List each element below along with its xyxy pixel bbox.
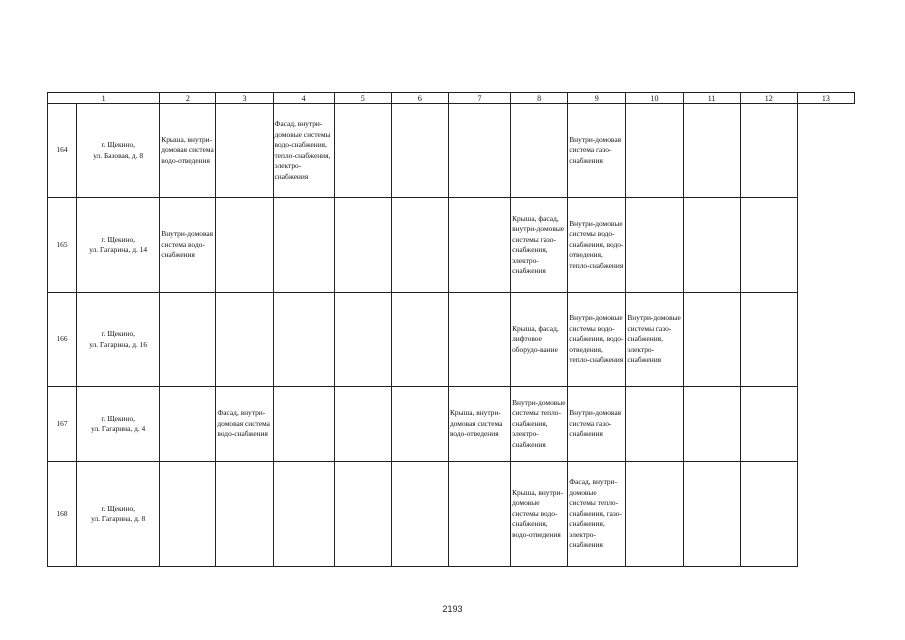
cell-col-12 — [683, 462, 740, 567]
cell-col-12 — [683, 387, 740, 462]
address-city: г. Щекино, — [101, 329, 135, 338]
cell-col-11 — [626, 198, 683, 293]
cell-col-7 — [391, 198, 448, 293]
cell-col-10: Внутри-домовая система газо-снабжения — [568, 104, 626, 198]
cell-col-9: Внутри-домовые системы тепло-снабжения, электро-снабжения — [511, 387, 568, 462]
address-city: г. Щекино, — [101, 413, 135, 423]
cell-col-11: Внутри-домовые системы газо-снабжения, электро-снабжения — [626, 293, 683, 387]
column-header: 8 — [511, 93, 568, 104]
cell-col-4 — [216, 104, 273, 198]
cell-col-7 — [391, 104, 448, 198]
column-header: 7 — [448, 93, 510, 104]
column-header: 12 — [740, 93, 797, 104]
cell-col-13 — [740, 387, 797, 462]
cell-col-11 — [626, 104, 683, 198]
cell-col-5 — [273, 462, 334, 567]
column-header: 13 — [797, 93, 854, 104]
address-city: г. Щекино, — [101, 503, 135, 513]
address-street: ул. Гагарина, д. 4 — [91, 424, 146, 433]
cell-col-9 — [511, 104, 568, 198]
cell-col-3: Крыша, внутри-домовая система водо-отведения — [160, 104, 216, 198]
cell-col-6 — [334, 104, 391, 198]
cell-col-5 — [273, 387, 334, 462]
cell-col-13 — [740, 198, 797, 293]
cell-col-3 — [160, 462, 216, 567]
cell-col-6 — [334, 387, 391, 462]
cell-col-6 — [334, 293, 391, 387]
cell-col-12 — [683, 198, 740, 293]
cell-col-11 — [626, 387, 683, 462]
cell-col-8 — [448, 198, 510, 293]
row-number: 164 — [48, 104, 77, 198]
address-cell — [77, 462, 160, 567]
cell-col-3 — [160, 387, 216, 462]
address-cell — [77, 293, 160, 387]
table-row — [48, 293, 855, 387]
cell-col-13 — [740, 104, 797, 198]
column-header: 6 — [391, 93, 448, 104]
cell-col-9: Крыша, внутри-домовые системы водо-снабжения, водо-отведения — [511, 462, 568, 567]
cell-col-6 — [334, 462, 391, 567]
cell-col-8 — [448, 104, 510, 198]
column-header: 5 — [334, 93, 391, 104]
header-row — [48, 93, 855, 104]
cell-col-5 — [273, 198, 334, 293]
address-city: г. Щекино, — [101, 234, 135, 244]
cell-col-10: Фасад, внутри-домовые системы тепло-снабжения, газо-снабжения, электро-снабжения — [568, 462, 626, 567]
table-row — [48, 462, 855, 567]
cell-col-11 — [626, 462, 683, 567]
column-header: 3 — [216, 93, 273, 104]
cell-col-10: Внутри-домовые системы водо-снабжения, водо-отведения, тепло-снабжения — [568, 198, 626, 293]
column-header: 4 — [273, 93, 334, 104]
cell-col-8 — [448, 293, 510, 387]
cell-col-4 — [216, 462, 273, 567]
cell-col-13 — [740, 293, 797, 387]
table-row — [48, 387, 855, 462]
column-header: 1 — [48, 93, 160, 104]
address-street: ул. Гагарина, д. 16 — [89, 339, 148, 349]
cell-col-7 — [391, 387, 448, 462]
row-number: 166 — [48, 293, 77, 387]
address-cell — [77, 387, 160, 462]
address-cell — [77, 104, 160, 198]
column-header: 11 — [683, 93, 740, 104]
table-row — [48, 104, 855, 198]
cell-col-9: Крыша, фасад, внутри-домовые системы газо-снабжения, электро-снабжения — [511, 198, 568, 293]
row-number: 167 — [48, 387, 77, 462]
row-number: 168 — [48, 462, 77, 567]
cell-col-9: Крыша, фасад, лифтовое оборудо-вание — [511, 293, 568, 387]
column-header: 10 — [626, 93, 683, 104]
cell-col-12 — [683, 104, 740, 198]
column-header: 9 — [568, 93, 626, 104]
cell-col-7 — [391, 293, 448, 387]
address-cell — [77, 198, 160, 293]
address-street: ул. Гагарина, д. 14 — [89, 245, 148, 254]
cell-col-10: Внутри-домовая система газо-снабжения — [568, 387, 626, 462]
column-header: 2 — [160, 93, 216, 104]
page-number: 2193 — [442, 604, 463, 614]
cell-col-4 — [216, 293, 273, 387]
address-street: ул. Гагарина, д. 8 — [91, 514, 146, 523]
cell-col-7 — [391, 462, 448, 567]
cell-col-5: Фасад, внутри-домовые системы водо-снабжения, тепло-снабжения, электро-снабжения — [273, 104, 334, 198]
cell-col-12 — [683, 293, 740, 387]
table-row — [48, 198, 855, 293]
cell-col-3: Внутри-домовая система водо-снабжения — [160, 198, 216, 293]
cell-col-13 — [740, 462, 797, 567]
cell-col-3 — [160, 293, 216, 387]
cell-col-4 — [216, 198, 273, 293]
cell-col-5 — [273, 293, 334, 387]
cell-col-4: Фасад, внутри-домовая система водо-снабжения — [216, 387, 273, 462]
data-table — [47, 92, 855, 567]
address-city: г. Щекино, — [101, 140, 135, 149]
cell-col-6 — [334, 198, 391, 293]
cell-col-10: Внутри-домовые системы водо-снабжения, водо-отведения, тепло-снабжения — [568, 293, 626, 387]
address-street: ул. Базовая, д. 8 — [93, 150, 144, 160]
cell-col-8: Крыша, внутри-домовая система водо-отведения — [448, 387, 510, 462]
cell-col-8 — [448, 462, 510, 567]
row-number: 165 — [48, 198, 77, 293]
